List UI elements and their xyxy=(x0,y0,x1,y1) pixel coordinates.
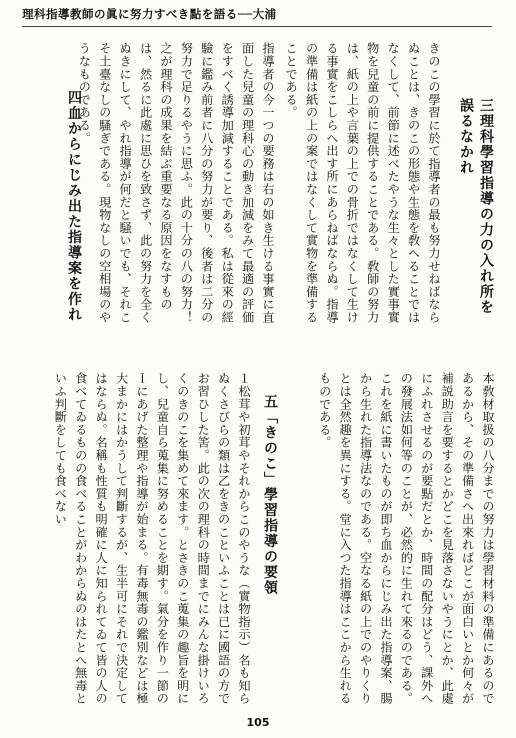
section-4-paragraph: 本敎材取扱の八分までの努力は學習材料の準備にあるのであるから、その準備さへ出來ればどこが面白いとか何々が補説助言を要するとかどこを見落さないやうにとか、此處にふれさせるのが要點だとか、時間の配分はどう、課外への發展法如何等のことが、必然的に生れて來るのである。これを紙に書いたものが即ち血からにじみ出た指導案、腸から生れた指導法なのである。空なる紙の上でのやりくりとは全然趣を異にする。堂に入つた指導はここから生れるものである。 xyxy=(317,372,495,705)
running-head: 理科指導教師の眞に努力すべき點を語る──大浦 xyxy=(22,7,277,21)
page-number: 105 xyxy=(246,716,270,729)
section-3-heading: 三理科學習指導の力の入れ所を誤るなかれ xyxy=(458,98,494,315)
section-5-heading: 五「きのこ」學習指導の要領 xyxy=(262,394,278,596)
section-3-paragraph-1: きのこの學習に於て指導者の最も努力せねばならぬことは、きのこの形態や生態を敎へることではなくして、前節に述べたやうな生々とした實事實物を兒童の前に提供することである。敎師の努力は、紙の上や言葉の上での骨折ではなくして生ける事實をこしらへ出す所にあらねばならぬ。指導の準備は紙の上の案ではなくして實物を準備することである。 xyxy=(284,42,441,324)
section-3-paragraph-2: 指導者の今一つの要務は右の如き生ける事實に直面した兒童の理科心の動き加減をみて最適の評価をすべく誘導加減することである。私は從來の經驗に鑑み前者に八分の努力が要り、後者は二分の努力で足りるやうに思ふ。此の十分の八の努力！ 之が理科の成果を結ぶ重要なる原因をなすものは、然るに此處に思ひを致さず、此の努力を全くぬきにして、やれ指導が何だと騒いでも、それこそ土臺なしの騷ぎである。現物なしの空相場のやうなものである。 xyxy=(77,42,275,337)
section-5-paragraph: １松茸や初茸やそれからこのやうな（實物指示）名も知らぬくさびらの類は乙をきのこといふことは已に國語の方でお習ひした筈。此の次の理科の時間までにみんな掛けいろくのきのこを集めて來ます。とさきのこ蒐集の趣旨を明にし、兒童自ら蒐集に努めることを期す。氣分を作り一節のＩにあげた整理や指導が始まる。有毒無毒の鑑別などは極大まかにはかうして判斷するが、生半可にそれで決定してはならぬ。名稱も性質も明確に人に知られてゐて皆の人の食べてゐるものの食べることがわからぬのはたとへ無毒といふ判斷をしても食べない xyxy=(53,372,251,705)
section-4-heading: 四血からにじみ出た指導案を作れ xyxy=(66,90,82,323)
header-rule xyxy=(22,26,492,27)
